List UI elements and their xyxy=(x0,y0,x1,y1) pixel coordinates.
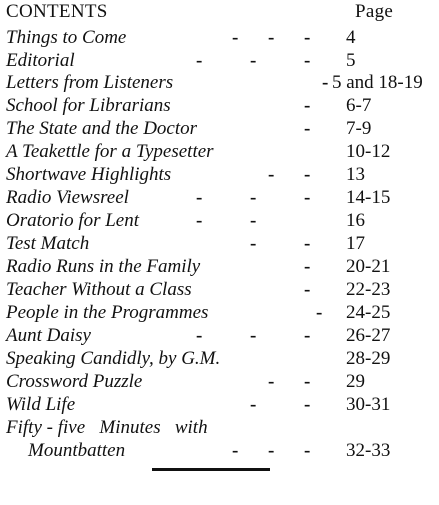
toc-entry-title: School for Librarians xyxy=(6,95,171,116)
toc-entry-page: 4 xyxy=(346,27,356,48)
toc-entry xyxy=(0,141,439,163)
leader-dash: - xyxy=(250,210,257,231)
toc-entry-title: Letters from Listeners xyxy=(6,72,174,93)
toc-entry xyxy=(0,187,439,209)
toc-entry xyxy=(0,348,439,370)
leader-dash: - xyxy=(322,72,329,93)
toc-entry xyxy=(0,325,439,347)
toc-entry xyxy=(0,417,439,439)
toc-entry-page: 14-15 xyxy=(346,187,391,208)
toc-entry-title: A Teakettle for a Typesetter xyxy=(6,141,214,162)
leader-dash: - xyxy=(304,279,311,300)
toc-entry-title: Wild Life xyxy=(6,394,76,415)
toc-entry-title: Speaking Candidly, by G.M. xyxy=(6,348,221,369)
toc-entry xyxy=(0,371,439,393)
toc-entry-title: Aunt Daisy xyxy=(6,325,91,346)
toc-entry-page: 10-12 xyxy=(346,141,391,162)
leader-dash: - xyxy=(250,325,257,346)
leader-dash: - xyxy=(304,325,311,346)
page-column-heading: Page xyxy=(355,1,394,22)
toc-entry xyxy=(0,118,439,140)
leader-dash: - xyxy=(268,371,275,392)
toc-entry-title: Radio Viewsreel xyxy=(6,187,129,208)
toc-entry xyxy=(0,279,439,301)
closing-rule xyxy=(152,468,270,471)
contents-heading: CONTENTS xyxy=(6,1,108,22)
toc-entry-page: 20-21 xyxy=(346,256,391,277)
toc-entry-page: 30-31 xyxy=(346,394,391,415)
toc-entry-page: 29 xyxy=(346,371,365,392)
leader-dash: - xyxy=(304,256,311,277)
toc-entry-title: Fifty - five Minutes with xyxy=(6,417,208,438)
leader-dash: - xyxy=(304,394,311,415)
leader-dash: - xyxy=(232,440,239,461)
toc-entry xyxy=(0,302,439,324)
toc-entry-title: Mountbatten xyxy=(28,440,126,461)
leader-dash: - xyxy=(268,164,275,185)
toc-entry xyxy=(0,233,439,255)
toc-entry-page: 24-25 xyxy=(346,302,391,323)
toc-entry-title: The State and the Doctor xyxy=(6,118,198,139)
toc-entry-page: 32-33 xyxy=(346,440,391,461)
toc-entry-page: 28-29 xyxy=(346,348,391,369)
toc-entry-page: 17 xyxy=(346,233,365,254)
toc-entry xyxy=(0,72,439,94)
toc-entry-title: People in the Programmes xyxy=(6,302,209,323)
leader-dash: - xyxy=(196,187,203,208)
toc-entry xyxy=(0,50,439,72)
toc-entry-title: Oratorio for Lent xyxy=(6,210,140,231)
toc-entry-page: 26-27 xyxy=(346,325,391,346)
toc-entry-page: 5 xyxy=(346,50,356,71)
toc-entry-page: 22-23 xyxy=(346,279,391,300)
toc-entry xyxy=(0,210,439,232)
leader-dash: - xyxy=(268,27,275,48)
leader-dash: - xyxy=(268,440,275,461)
leader-dash: - xyxy=(304,440,311,461)
leader-dash: - xyxy=(196,210,203,231)
leader-dash: - xyxy=(304,371,311,392)
toc-entry-title: Shortwave Highlights xyxy=(6,164,172,185)
leader-dash: - xyxy=(304,95,311,116)
leader-dash: - xyxy=(304,233,311,254)
leader-dash: - xyxy=(304,27,311,48)
toc-entry-page: 6-7 xyxy=(346,95,372,116)
toc-entry-page: 7-9 xyxy=(346,118,372,139)
leader-dash: - xyxy=(250,187,257,208)
leader-dash: - xyxy=(304,118,311,139)
toc-entry xyxy=(0,95,439,117)
toc-entry-page: 16 xyxy=(346,210,365,231)
toc-entry xyxy=(0,394,439,416)
toc-entry xyxy=(0,164,439,186)
leader-dash: - xyxy=(304,187,311,208)
toc-entry-title: Things to Come xyxy=(6,27,127,48)
toc-entry-page: 13 xyxy=(346,164,365,185)
leader-dash: - xyxy=(304,164,311,185)
leader-dash: - xyxy=(196,325,203,346)
leader-dash: - xyxy=(304,50,311,71)
toc-entry-title: Test Match xyxy=(6,233,90,254)
leader-dash: - xyxy=(196,50,203,71)
toc-entry-title: Crossword Puzzle xyxy=(6,371,143,392)
toc-entry-page: 5 and 18-19 xyxy=(332,72,423,93)
leader-dash: - xyxy=(250,394,257,415)
toc-entry-title: Radio Runs in the Family xyxy=(6,256,201,277)
toc-entry xyxy=(0,256,439,278)
toc-entry xyxy=(0,440,439,462)
leader-dash: - xyxy=(250,233,257,254)
leader-dash: - xyxy=(232,27,239,48)
leader-dash: - xyxy=(250,50,257,71)
toc-entry-title: Editorial xyxy=(6,50,75,71)
leader-dash: - xyxy=(316,302,323,323)
toc-entry xyxy=(0,27,439,49)
toc-entry-title: Teacher Without a Class xyxy=(6,279,192,300)
